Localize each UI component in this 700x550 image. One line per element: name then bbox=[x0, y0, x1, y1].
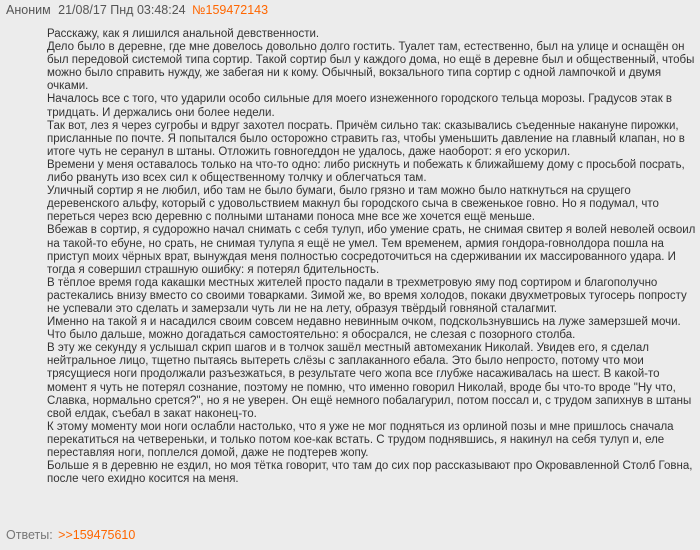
post-paragraph: Вбежав в сортир, я судорожно начал снимать с себя тулуп, ибо умение срать, не снимая свитер я волей неволей освоил на такой-то ебуне, но срать, не снимая тулупа я ещё не умел. Тем временем, армия гондора-говнолдора пошла на приступ моих чёрных врат, вынуждая меня полностью сосредоточиться на сдерживании их массированного удара. И тогда я совершил страшную ошибку: я потерял бдительность. bbox=[47, 224, 696, 276]
post-paragraph: Времени у меня оставалось только на что-то одно: либо рискнуть и побежать к ближайшему дому с просьбой посрать, либо рвануть изо всех сил к общественному толчку и облегчаться там. bbox=[47, 158, 685, 185]
post-paragraph: Уличный сортир я не любил, ибо там не было бумаги, было грязно и там можно было наткнуться на срущего деревенского альфу, который с удовольствием макнул бы городского сыча в свеженькое говно. Но я подумал, что переться через всю деревню с полными штанами поноса мне все же хочется ещё меньше. bbox=[47, 185, 659, 224]
replies-label: Ответы: bbox=[6, 528, 53, 542]
reply-link[interactable]: >>159475610 bbox=[58, 528, 136, 542]
post-paragraph: Дело было в деревне, где мне довелось довольно долго гостить. Туалет там, естественно, был на улице и оснащён он был передовой системой типа сортир. Такой сортир был у каждого дома, но ещё в деревне был и общественный, чтобы можно было справить нужду, же забегая ни к кому. Обычный, вокзального типа сортир с одной лампочкой и двумя очками. bbox=[47, 41, 695, 93]
post-paragraph: Расскажу, как я лишился анальной девственности. bbox=[47, 28, 320, 40]
post-date: 21/08/17 Пнд 03:48:24 bbox=[58, 3, 186, 17]
post-body bbox=[47, 28, 697, 486]
post-paragraph: Именно на такой я и насадился своим совсем недавно невинным очком, подскользнувшись на луже замерзшей мочи. bbox=[47, 316, 681, 329]
post-header bbox=[6, 3, 268, 17]
post-paragraph: В тёплое время года какашки местных жителей просто падали в трехметровую яму под сортиром и благополучно растекались внизу вместо со своими товарками. Зимой же, во время холодов, покаки двухметровых тугосерь попросту не успевали это сделать и замерзали чуть ли не на лету, образуя твёрдый говняной сталагмит. bbox=[47, 276, 687, 315]
post-paragraph: Больше я в деревню не ездил, но моя тётка говорит, что там до сих пор рассказывают про Окровавленной Столб Говна, после чего ехидно косится на меня. bbox=[47, 460, 693, 486]
post-paragraph: Началось все с того, что ударили особо сильные для моего изнеженного городского тельца морозы. Градусов этак в тридцать. И держались они более недели. bbox=[47, 93, 673, 119]
post-paragraph: В эту же секунду я услышал скрип шагов и в толчок зашёл местный автомеханик Николай. Увидев его, я сделал нейтральное лицо, тщетно пытаясь вытереть слёзы с заплаканного ебала. Это было непросто, потому что мои трясущиеся ноги продолжали разъезжаться, в результате чего жопа все глубже насаживалась на шест. В какой-то момент я чуть не потерял сознание, поэтому не помню, что именно говорил Николай, вроде бы что-то вроде "Ну что, Славка, нормально срется?", но я не уверен. Он ещё немного побалагурил, потом поссал и, с трудом запихнув в штаны свой елдак, съебал в закат наконец-то. bbox=[47, 342, 692, 420]
post-paragraph: Так вот, лез я через сугробы и вдруг захотел посрать. Причём сильно так: сказывались съеденные накануне пирожки, присланные по почте. Я попытался было осторожно стравить газ, чтобы уменьшить давление на главный клапан, но в итоге чуть не серанул в штаны. Отложить говногеддон не удалось, даже наоборот: я его ускорил. bbox=[47, 119, 685, 158]
post-paragraph: Что было дальше, можно догадаться самостоятельно: я обосрался, не слезая с позорного столба. bbox=[47, 329, 576, 342]
replies-footer bbox=[6, 528, 135, 542]
author-name: Аноним bbox=[6, 3, 51, 17]
post-paragraph: К этому моменту мои ноги ослабли настолько, что я уже не мог подняться из орлиной позы и мне пришлось сначала перекатиться на четвереньки, и только потом кое-как встать. С трудом поднявшись, я накинул на себя тулуп и, еле переставляя ноги, поплелся домой, даже не подтерев жопу. bbox=[47, 420, 674, 459]
post-number-link[interactable]: №159472143 bbox=[192, 3, 269, 17]
